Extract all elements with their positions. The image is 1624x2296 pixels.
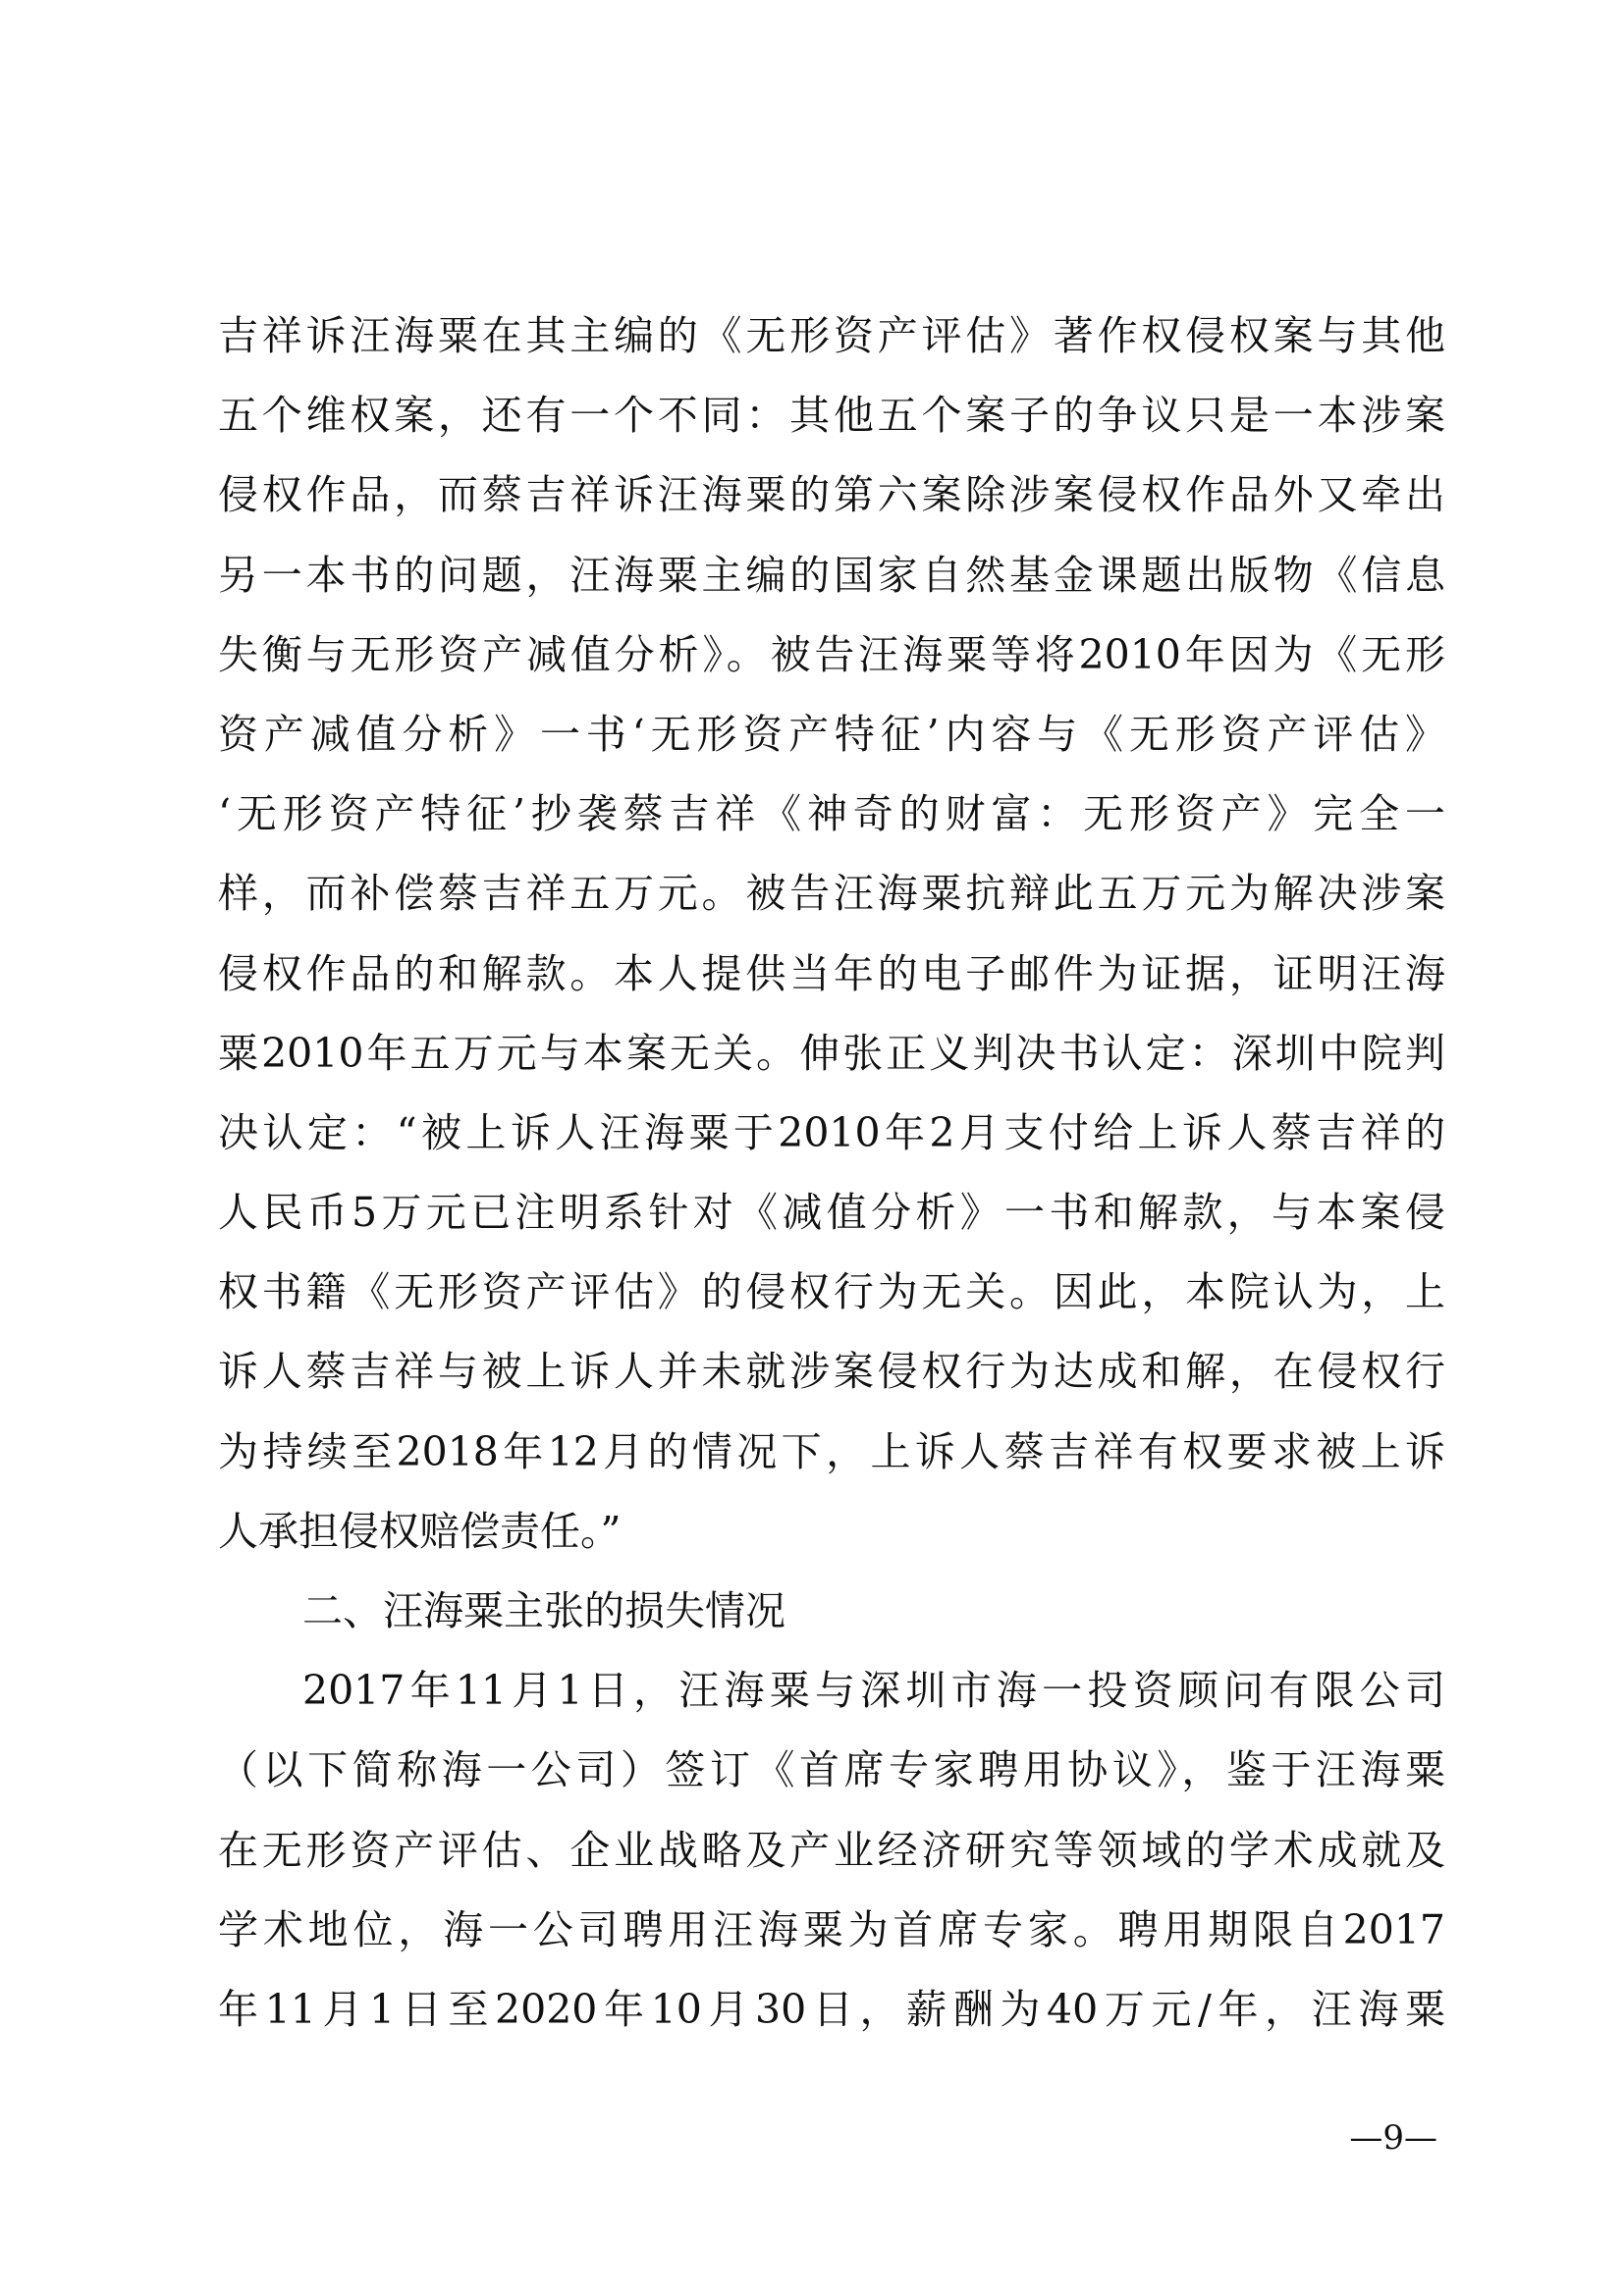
text-line-15: 为持续至2018年12月的情况下，上诉人蔡吉祥有权要求被上诉 — [218, 1427, 1445, 1475]
page-number: —9— — [1349, 2118, 1437, 2158]
text-line-3: 侵权作品，而蔡吉祥诉汪海粟的第六案除涉案侵权作品外又牵出 — [218, 471, 1445, 519]
text-line-18: 2017年11月1日，汪海粟与深圳市海一投资顾问有限公司 — [302, 1667, 1445, 1715]
text-line-6: 资产减值分析》一书‘无形资产特征’内容与《无形资产评估》 — [218, 710, 1445, 758]
text-line-11: 决认定：“被上诉人汪海粟于2010年2月支付给上诉人蔡吉祥的 — [218, 1108, 1445, 1156]
text-line-13: 权书籍《无形资产评估》的侵权行为无关。因此，本院认为，上 — [218, 1268, 1445, 1316]
text-line-10: 粟2010年五万元与本案无关。伸张正义判决书认定：深圳中院判 — [218, 1029, 1445, 1077]
text-line-19: （以下简称海一公司）签订《首席专家聘用协议》，鉴于汪海粟 — [218, 1746, 1445, 1794]
section-heading: 二、汪海粟主张的损失情况 — [302, 1587, 785, 1634]
text-line-21: 学术地位，海一公司聘用汪海粟为首席专家。聘用期限自2017 — [218, 1905, 1445, 1953]
text-line-7: ‘无形资产特征’抄袭蔡吉祥《神奇的财富：无形资产》完全一 — [218, 790, 1445, 838]
text-line-9: 侵权作品的和解款。本人提供当年的电子邮件为证据，证明汪海 — [218, 949, 1445, 997]
text-line-16: 人承担侵权赔偿责任。” — [218, 1507, 622, 1555]
text-line-1: 吉祥诉汪海粟在其主编的《无形资产评估》著作权侵权案与其他 — [218, 312, 1445, 359]
text-line-5: 失衡与无形资产减值分析》。被告汪海粟等将2010年因为《无形 — [218, 630, 1445, 678]
text-line-8: 样，而补偿蔡吉祥五万元。被告汪海粟抗辩此五万元为解决涉案 — [218, 870, 1445, 918]
text-line-12: 人民币5万元已注明系针对《减值分析》一书和解款，与本案侵 — [218, 1189, 1445, 1237]
text-line-2: 五个维权案，还有一个不同：其他五个案子的争议只是一本涉案 — [218, 392, 1445, 440]
text-line-4: 另一本书的问题，汪海粟主编的国家自然基金课题出版物《信息 — [218, 551, 1445, 599]
text-line-22: 年11月1日至2020年10月30日，薪酬为40万元/年，汪海粟 — [218, 1985, 1445, 2033]
text-line-14: 诉人蔡吉祥与被上诉人并未就涉案侵权行为达成和解，在侵权行 — [218, 1348, 1445, 1396]
body-text — [218, 296, 1445, 2050]
text-line-20: 在无形资产评估、企业战略及产业经济研究等领域的学术成就及 — [218, 1826, 1445, 1874]
